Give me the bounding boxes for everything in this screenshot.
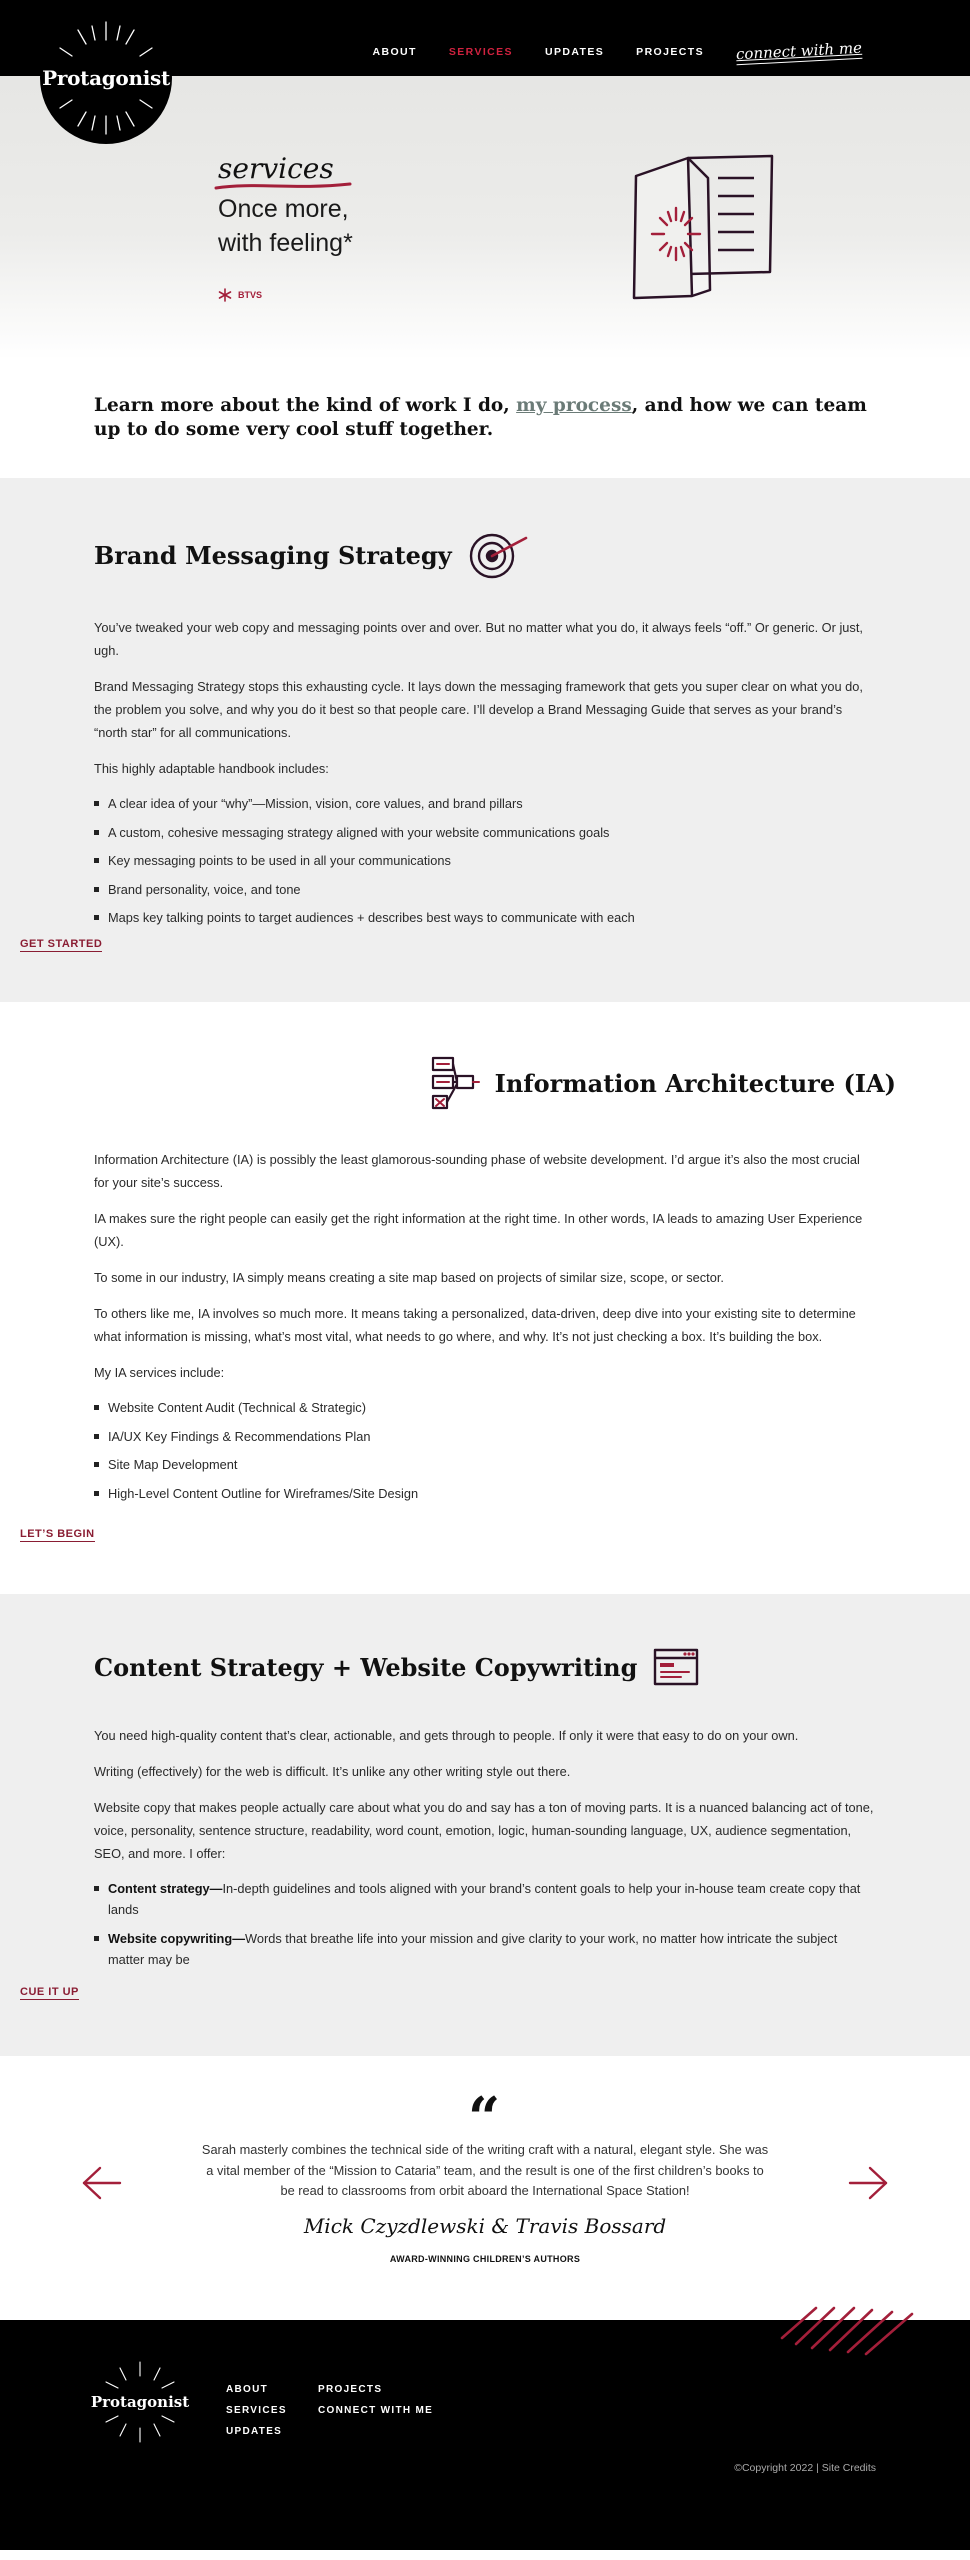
brand-includes-list (94, 793, 876, 928)
list-item: A custom, cohesive messaging strategy aligned with your website communications goals (94, 822, 876, 843)
copyright-text: ©Copyright 2022 | Site Credits (734, 2462, 876, 2474)
item-text: In-depth guidelines and tools aligned with your brand’s content goals to help your in-house team create copy that lands (108, 1881, 861, 1917)
information-architecture-section (0, 1002, 970, 1594)
site-header (0, 0, 970, 90)
brand-paragraph: Brand Messaging Strategy stops this exhausting cycle. It lays down the messaging framework that gets you super clear on what you do, the problem you solve, and why you do it best so that people care. I’ll develop a Brand Messaging Guide that serves as your brand’s “north star” for all communications. (94, 679, 863, 740)
brand-section-title: Brand Messaging Strategy (94, 540, 452, 570)
list-item: Site Map Development (94, 1454, 876, 1475)
content-paragraph: Writing (effectively) for the web is difficult. It’s unlike any other writing style out there. (94, 1764, 571, 1779)
hero-tagline (218, 192, 353, 260)
nav-projects[interactable]: PROJECTS (636, 46, 704, 58)
site-logo[interactable] (40, 12, 172, 144)
footer-nav-col-2 (318, 2384, 433, 2416)
documents-illustration-icon (630, 148, 780, 308)
tagline-line-1: Once more, (218, 195, 349, 223)
testimonial-section (0, 2056, 970, 2320)
ia-paragraph: My IA services include: (94, 1365, 225, 1380)
testimonial-text: Sarah masterly combines the technical side of the writing craft with a natural, elegant style. She was a vital member of the “Mission to Cataria” team, and the result is one of the first children’s books to be read to classrooms from orbit aboard the International Space Station! (201, 2142, 769, 2198)
cue-it-up-button[interactable]: CUE IT UP (20, 1986, 79, 1998)
list-item (94, 1878, 876, 1920)
footer-nav-about[interactable]: ABOUT (226, 2384, 269, 2395)
hero-script-title: services (218, 152, 334, 185)
testimonial-signature: Mick Czyzdlewski & Travis Bossard (303, 2214, 667, 2238)
intro-section (0, 360, 970, 478)
tagline-line-2: with feeling* (218, 229, 353, 257)
intro-heading (94, 394, 876, 442)
my-process-link[interactable]: my process (516, 395, 632, 416)
ia-paragraph: To some in our industry, IA simply means creating a site map based on projects of similar size, scope, or sector. (94, 1270, 724, 1285)
content-title-row (94, 1646, 876, 1688)
brand-paragraph: This highly adaptable handbook includes: (94, 761, 329, 776)
decorative-slashes-icon (776, 2298, 926, 2358)
brand-title-row (94, 530, 876, 580)
ia-paragraph: To others like me, IA involves so much more. It means taking a personalized, data-driven, deep dive into your existing site to determine what information is missing, what’s most vital, what needs to go where, and why. It’s not just checking a box. It’s building the box. (94, 1306, 856, 1344)
browser-window-icon (651, 1646, 701, 1688)
arrow-right-icon[interactable] (848, 2166, 888, 2200)
list-item: Maps key talking points to target audiences + describes best ways to communicate with each (94, 907, 876, 928)
main-nav (372, 38, 863, 64)
footer-nav-col-1 (226, 2384, 287, 2437)
item-lead: Website copywriting— (108, 1930, 245, 1946)
brand-messaging-section (0, 478, 970, 1002)
list-item: IA/UX Key Findings & Recommendations Plan (94, 1426, 876, 1447)
footer-logo[interactable] (90, 2358, 190, 2446)
list-item: High-Level Content Outline for Wireframes/Site Design (94, 1483, 876, 1504)
footer-logo-wordmark: Protagonist (90, 2393, 190, 2411)
ia-paragraph: Information Architecture (IA) is possibly the least glamorous-sounding phase of website development. I’d argue it’s also the most crucial for your site’s success. (94, 1152, 860, 1190)
content-paragraph: You need high-quality content that’s clear, actionable, and gets through to people. If only it were that easy to do on your own. (94, 1728, 799, 1743)
nav-services[interactable]: SERVICES (448, 46, 513, 58)
content-strategy-section (0, 1594, 970, 2056)
footnote-text: BTVS (238, 290, 263, 300)
list-item: Brand personality, voice, and tone (94, 879, 876, 900)
footer-nav-updates[interactable]: UPDATES (226, 2426, 283, 2437)
list-item: Key messaging points to be used in all your communications (94, 850, 876, 871)
lets-begin-button[interactable]: LET’S BEGIN (20, 1528, 95, 1540)
quote-mark-icon: “ (468, 2085, 501, 2151)
footer-nav-services[interactable]: SERVICES (226, 2405, 287, 2416)
list-item: Website Content Audit (Technical & Strategic) (94, 1397, 876, 1418)
intro-text-after: , and how we can team up to do some very cool stuff together. (94, 395, 867, 440)
target-icon (466, 530, 530, 580)
content-section-title: Content Strategy + Website Copywriting (94, 1652, 638, 1682)
testimonial-role: AWARD-WINNING CHILDREN’S AUTHORS (389, 2254, 581, 2264)
get-started-button[interactable]: GET STARTED (20, 938, 103, 950)
footer-nav-connect[interactable]: CONNECT WITH ME (318, 2405, 434, 2416)
footer-nav-projects[interactable]: PROJECTS (318, 2384, 383, 2395)
asterisk-icon (218, 288, 232, 302)
item-lead: Content strategy— (108, 1881, 223, 1896)
arrow-left-icon[interactable] (82, 2166, 122, 2200)
list-item: A clear idea of your “why”—Mission, vision, core values, and brand pillars (94, 793, 876, 814)
ia-services-list (94, 1397, 876, 1504)
ia-title-row (94, 1054, 896, 1112)
content-paragraph: Website copy that makes people actually care about what you do and say has a ton of moving parts. It is a nuanced balancing act of tone, voice, personality, sentence structure, readability, word count, emotion, logic, human-sounding language, UX, audience segmentation, SEO, and more. I offer: (94, 1800, 874, 1861)
nav-connect[interactable]: connect with me (735, 38, 863, 64)
content-offer-list (94, 1878, 876, 1970)
intro-text-before: Learn more about the kind of work I do, (94, 395, 517, 416)
brand-paragraph: You’ve tweaked your web copy and messaging points over and over. But no matter what you do, it always feels “off.” Or generic. Or just, ugh. (94, 620, 863, 658)
ia-paragraph: IA makes sure the right people can easily get the right information at the right time. In other words, IA leads to amazing User Experience (UX). (94, 1211, 863, 1249)
ia-section-title: Information Architecture (IA) (494, 1068, 896, 1098)
sitemap-icon (429, 1054, 481, 1112)
hero-footnote (218, 288, 262, 302)
logo-wordmark: Protagonist (42, 66, 170, 90)
nav-updates[interactable]: UPDATES (544, 46, 605, 58)
item-text: Words that breathe life into your mission and give clarity to your work, no matter how intricate the subject matter may be (108, 1930, 838, 1967)
nav-about[interactable]: ABOUT (372, 46, 417, 58)
list-item (94, 1928, 876, 1970)
